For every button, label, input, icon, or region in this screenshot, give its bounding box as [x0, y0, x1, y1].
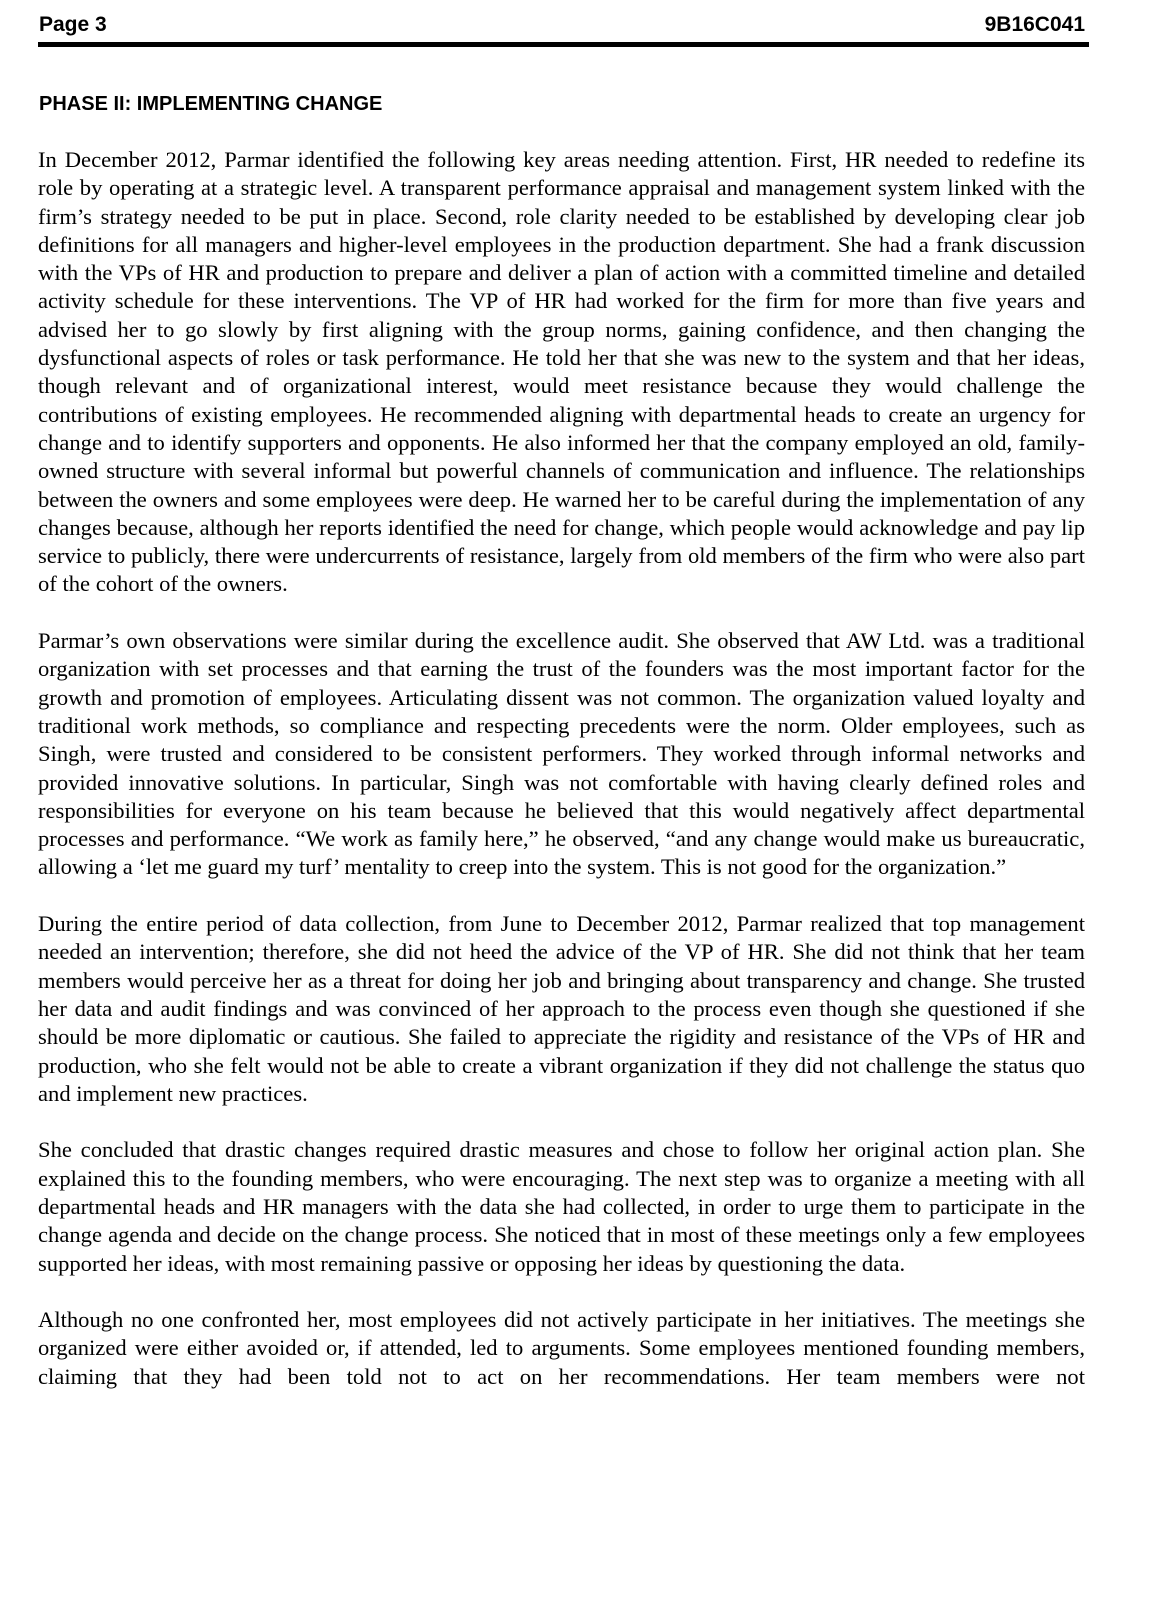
case-number: 9B16C041: [984, 13, 1085, 36]
page-number: Page 3: [39, 13, 107, 36]
paragraph: In December 2012, Parmar identified the following key areas needing attention. First, HR needed to redefine its role by operating at a strategic level. A transparent performance appraisal and management system linked with the firm’s strategy needed to be put in place. Second, role clarity needed to be established by developing clear job definitions for all managers and higher-level employees in the production department. She had a frank discussion with the VPs of HR and production to prepare and deliver a plan of action with a committed timeline and detailed activity schedule for these interventions. The VP of HR had worked for the firm for more than five years and advised her to go slowly by first aligning with the group norms, gaining confidence, and then changing the dysfunctional aspects of roles or task performance. He told her that she was new to the system and that her ideas, though relevant and of organizational interest, would meet resistance because they would challenge the contributions of existing employees. He recommended aligning with departmental heads to create an urgency for change and to identify supporters and opponents. He also informed her that the company employed an old, family-owned structure with several informal but powerful channels of communication and influence. The relationships between the owners and some employees were deep. He warned her to be careful during the implementation of any changes because, although her reports identified the need for change, which people would acknowledge and pay lip service to publicly, there were undercurrents of resistance, largely from old members of the firm who were also part of the cohort of the owners.: [38, 147, 1085, 597]
body-text: [38, 146, 1085, 1419]
paragraph: During the entire period of data collection, from June to December 2012, Parmar realized that top management needed an intervention; therefore, she did not heed the advice of the VP of HR. She did not think that her team members would perceive her as a threat for doing her job and bringing about transparency and change. She trusted her data and audit findings and was convinced of her approach to the process even though she questioned if she should be more diplomatic or cautious. She failed to appreciate the rigidity and resistance of the VPs of HR and production, who she felt would not be able to create a vibrant organization if they did not challenge the status quo and implement new practices.: [38, 911, 1085, 1106]
paragraph: She concluded that drastic changes required drastic measures and chose to follow her original action plan. She explained this to the founding members, who were encouraging. The next step was to organize a meeting with all departmental heads and HR managers with the data she had collected, in order to urge them to participate in the change agenda and decide on the change process. She noticed that in most of these meetings only a few employees supported her ideas, with most remaining passive or opposing her ideas by questioning the data.: [38, 1137, 1085, 1276]
paragraph: Although no one confronted her, most employees did not actively participate in her initiatives. The meetings she organized were either avoided or, if attended, led to arguments. Some employees mentioned founding members, claiming that they had been told not to act on her recommendations. Her team members were not: [38, 1307, 1085, 1389]
section-heading: PHASE II: IMPLEMENTING CHANGE: [39, 93, 383, 115]
paragraph: Parmar’s own observations were similar during the excellence audit. She observed that AW Ltd. was a traditional organization with set processes and that earning the trust of the founders was the most important factor for the growth and promotion of employees. Articulating dissent was not common. The organization valued loyalty and traditional work methods, so compliance and respecting precedents were the norm. Older employees, such as Singh, were trusted and considered to be consistent performers. They worked through informal networks and provided innovative solutions. In particular, Singh was not comfortable with having clearly defined roles and responsibilities for everyone on his team because he believed that this would negatively affect departmental processes and performance. “We work as family here,” he observed, “and any change would make us bureaucratic, allowing a ‘let me guard my turf’ mentality to creep into the system. This is not good for the organization.”: [38, 628, 1085, 880]
page-header: [38, 10, 1089, 47]
